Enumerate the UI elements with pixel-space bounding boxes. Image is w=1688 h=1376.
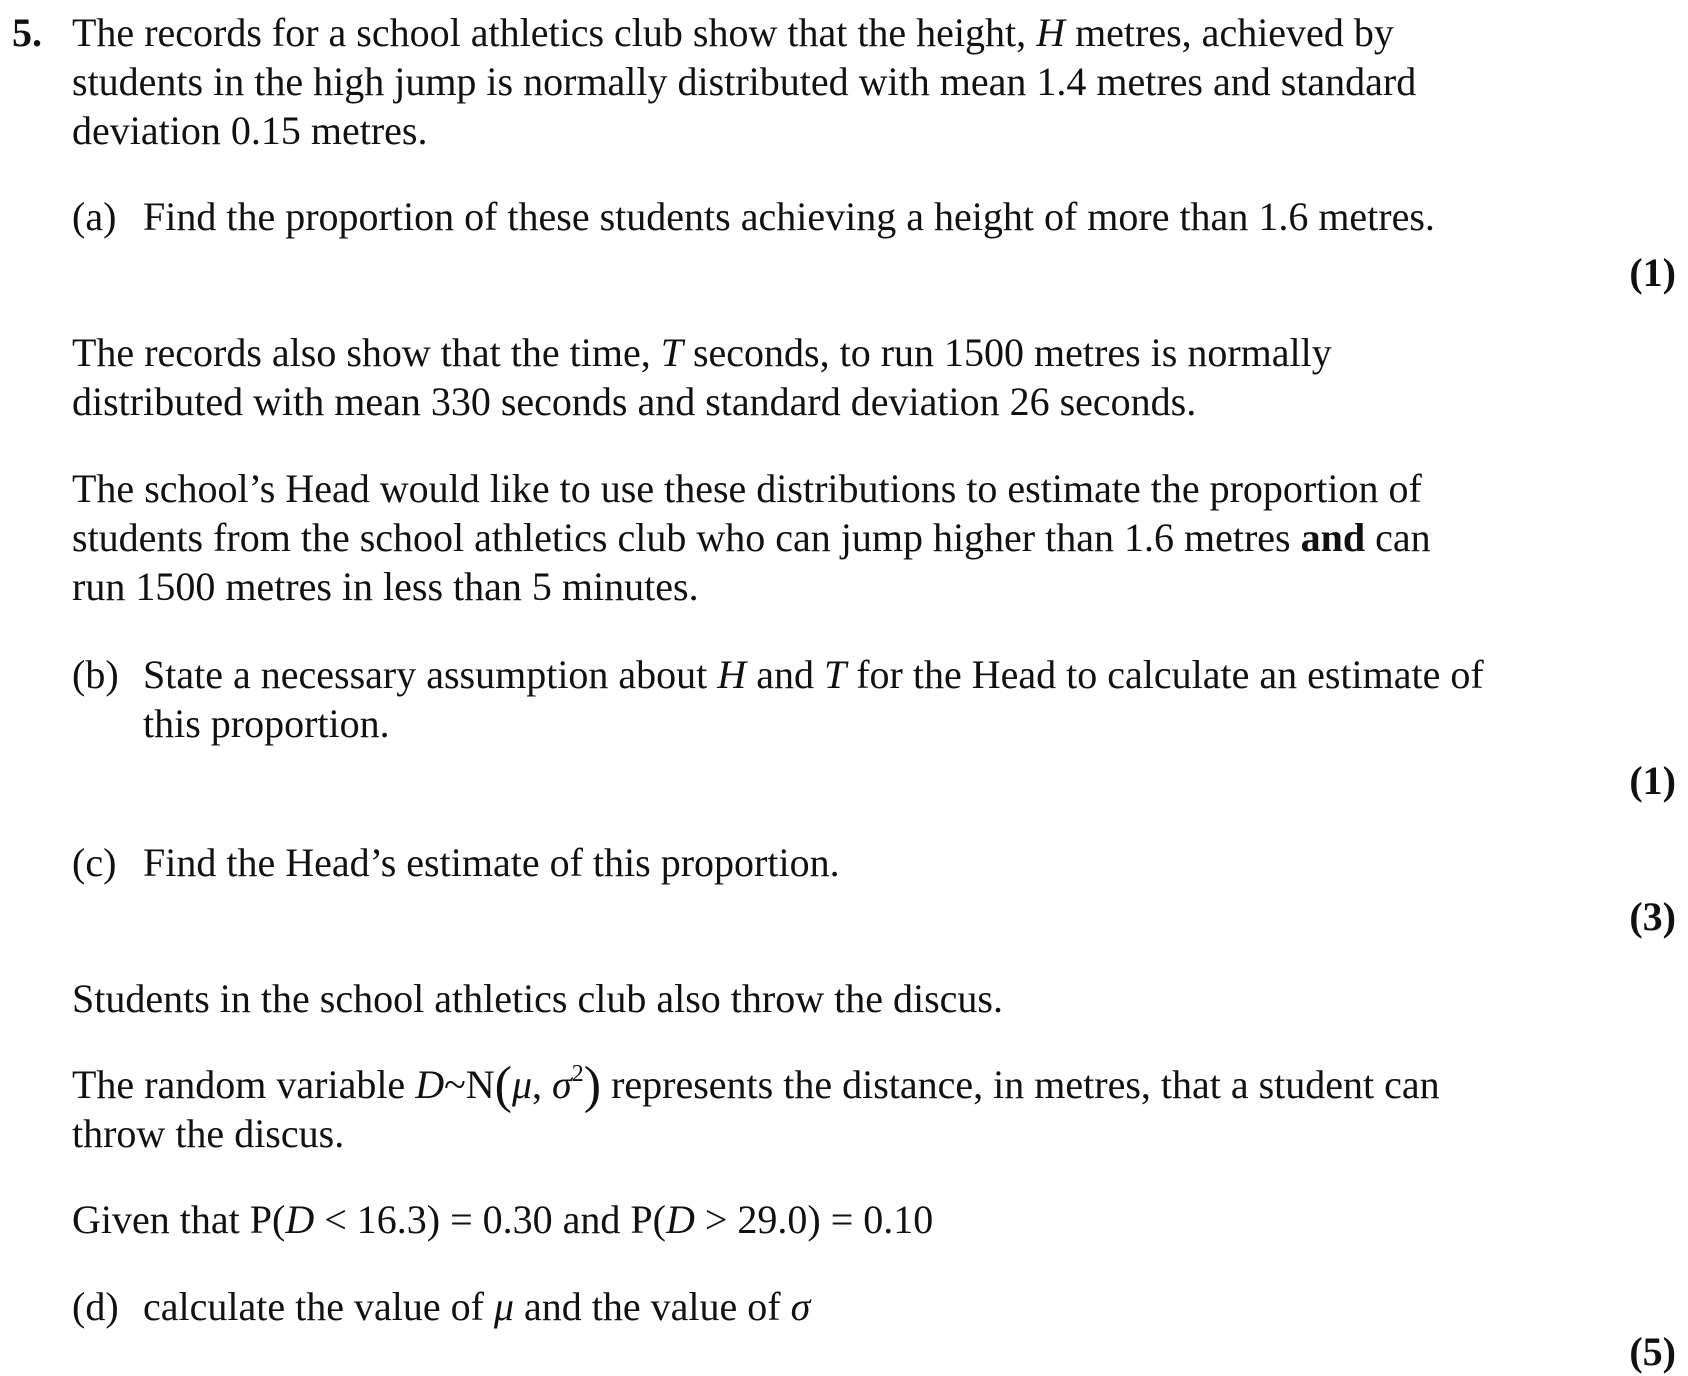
head-line-1: The school’s Head would like to use these distributions to estimate the proportion of bbox=[72, 466, 1422, 511]
part-a-label: (a) bbox=[72, 194, 117, 239]
part-b-line-1: State a necessary assumption about H and T for the Head to calculate an estimate of bbox=[143, 652, 1484, 697]
part-d-label: (d) bbox=[72, 1284, 119, 1329]
part-b-line-2: this proportion. bbox=[143, 701, 390, 746]
head-line-2: students from the school athletics club who can jump higher than 1.6 metres and can bbox=[72, 515, 1431, 560]
head-line-3: run 1500 metres in less than 5 minutes. bbox=[72, 564, 699, 609]
part-c-marks: (3) bbox=[1629, 894, 1676, 939]
question-number: 5. bbox=[12, 10, 42, 55]
intro-line-2: students in the high jump is normally distributed with mean 1.4 metres and standard bbox=[72, 59, 1417, 104]
part-c-label: (c) bbox=[72, 840, 117, 885]
intro-line-1: The records for a school athletics club show that the height, H metres, achieved by bbox=[72, 10, 1394, 55]
rv-line-1: The random variable D~N(μ, $\sigma^2$) represents the distance, in metres, that a student can bbox=[72, 1057, 1440, 1114]
part-b-label: (b) bbox=[72, 652, 119, 697]
part-d-marks: (5) bbox=[1629, 1329, 1676, 1374]
time-line-2: distributed with mean 330 seconds and standard deviation 26 seconds. bbox=[72, 379, 1197, 424]
part-b-marks: (1) bbox=[1629, 758, 1676, 803]
intro-line-3: deviation 0.15 metres. bbox=[72, 108, 428, 153]
part-d-text: calculate the value of μ and the value of σ bbox=[143, 1284, 811, 1329]
part-c-text: Find the Head’s estimate of this proportion. bbox=[143, 840, 840, 885]
discus-line: Students in the school athletics club also throw the discus. bbox=[72, 976, 1003, 1021]
given-line: Given that P(D < 16.3) = 0.30 and P(D > 29.0) = 0.10 bbox=[72, 1197, 934, 1242]
part-a-text: Find the proportion of these students achieving a height of more than 1.6 metres. bbox=[143, 194, 1435, 239]
time-line-1: The records also show that the time, T seconds, to run 1500 metres is normally bbox=[72, 330, 1332, 375]
rv-line-2: throw the discus. bbox=[72, 1111, 345, 1156]
part-a-marks: (1) bbox=[1629, 250, 1676, 295]
